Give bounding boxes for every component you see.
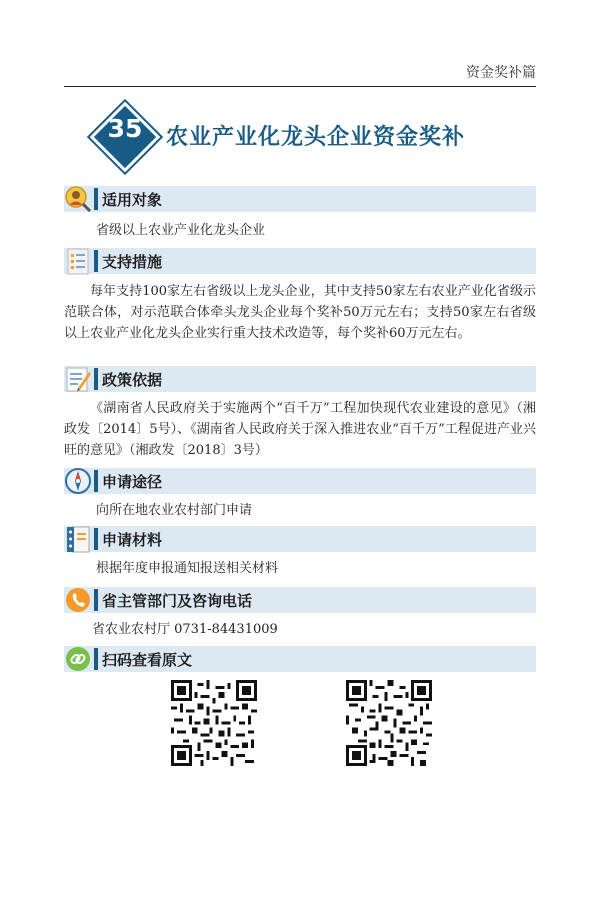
section-title: 政策依据 (102, 371, 163, 389)
qr-code (346, 680, 432, 766)
section-separator (94, 648, 98, 670)
section-header-application-channel (64, 468, 536, 494)
section-title: 支持措施 (102, 253, 163, 271)
section-header-policy-basis (64, 366, 536, 392)
list-icon (64, 246, 92, 276)
header-category: 资金奖补篇 (466, 65, 536, 81)
item-title-block (94, 106, 514, 166)
section-separator (94, 589, 98, 611)
link-icon (64, 644, 92, 674)
section-separator (94, 470, 98, 492)
section-title: 申请材料 (102, 531, 163, 549)
qr-code (171, 680, 257, 766)
section-header-measures (64, 248, 536, 274)
section-title: 扫码查看原文 (102, 651, 193, 669)
section-header-contact (64, 587, 536, 613)
section-body: 向所在地农业农村部门申请 (96, 503, 253, 518)
section-separator (94, 250, 98, 272)
section-body: 省农业农村厅 0731-84431009 (92, 622, 278, 637)
item-number: 35 (107, 114, 143, 143)
page-title: 农业产业化龙头企业资金奖补 (166, 124, 466, 150)
header-divider (64, 86, 536, 87)
section-separator (94, 528, 98, 550)
section-header-eligibility (64, 186, 536, 212)
document-pen-icon (64, 364, 92, 394)
section-body: 根据年度申报通知报送相关材料 (96, 561, 279, 576)
section-separator (94, 188, 98, 210)
section-separator (94, 368, 98, 390)
section-title: 申请途径 (102, 473, 163, 491)
section-body: 每年支持100家左右省级以上龙头企业，其中支持50家左右农业产业化省级示范联合体，对示范联合体牵头龙头企业每个奖补50万元左右；支持50家左右省级以上农业产业化龙头企业实行重大技术改造等，每个奖补60万元左右。 (64, 284, 536, 341)
section-title: 适用对象 (102, 191, 163, 209)
section-header-scan-code (64, 646, 536, 672)
section-body: 《湖南省人民政府关于实施两个“百千万”工程加快现代农业建设的意见》（湘政发〔2014〕5号）、《湖南省人民政府关于深入推进农业“百千万”工程促进产业兴旺的意见》（湘政发〔2018〕3号） (64, 401, 536, 458)
binder-icon (64, 524, 92, 554)
section-title: 省主管部门及咨询电话 (102, 592, 253, 610)
compass-icon (64, 466, 92, 496)
person-search-icon (64, 184, 92, 214)
section-body: 省级以上农业产业化龙头企业 (96, 223, 266, 238)
phone-icon (64, 585, 92, 615)
section-header-materials (64, 526, 536, 552)
